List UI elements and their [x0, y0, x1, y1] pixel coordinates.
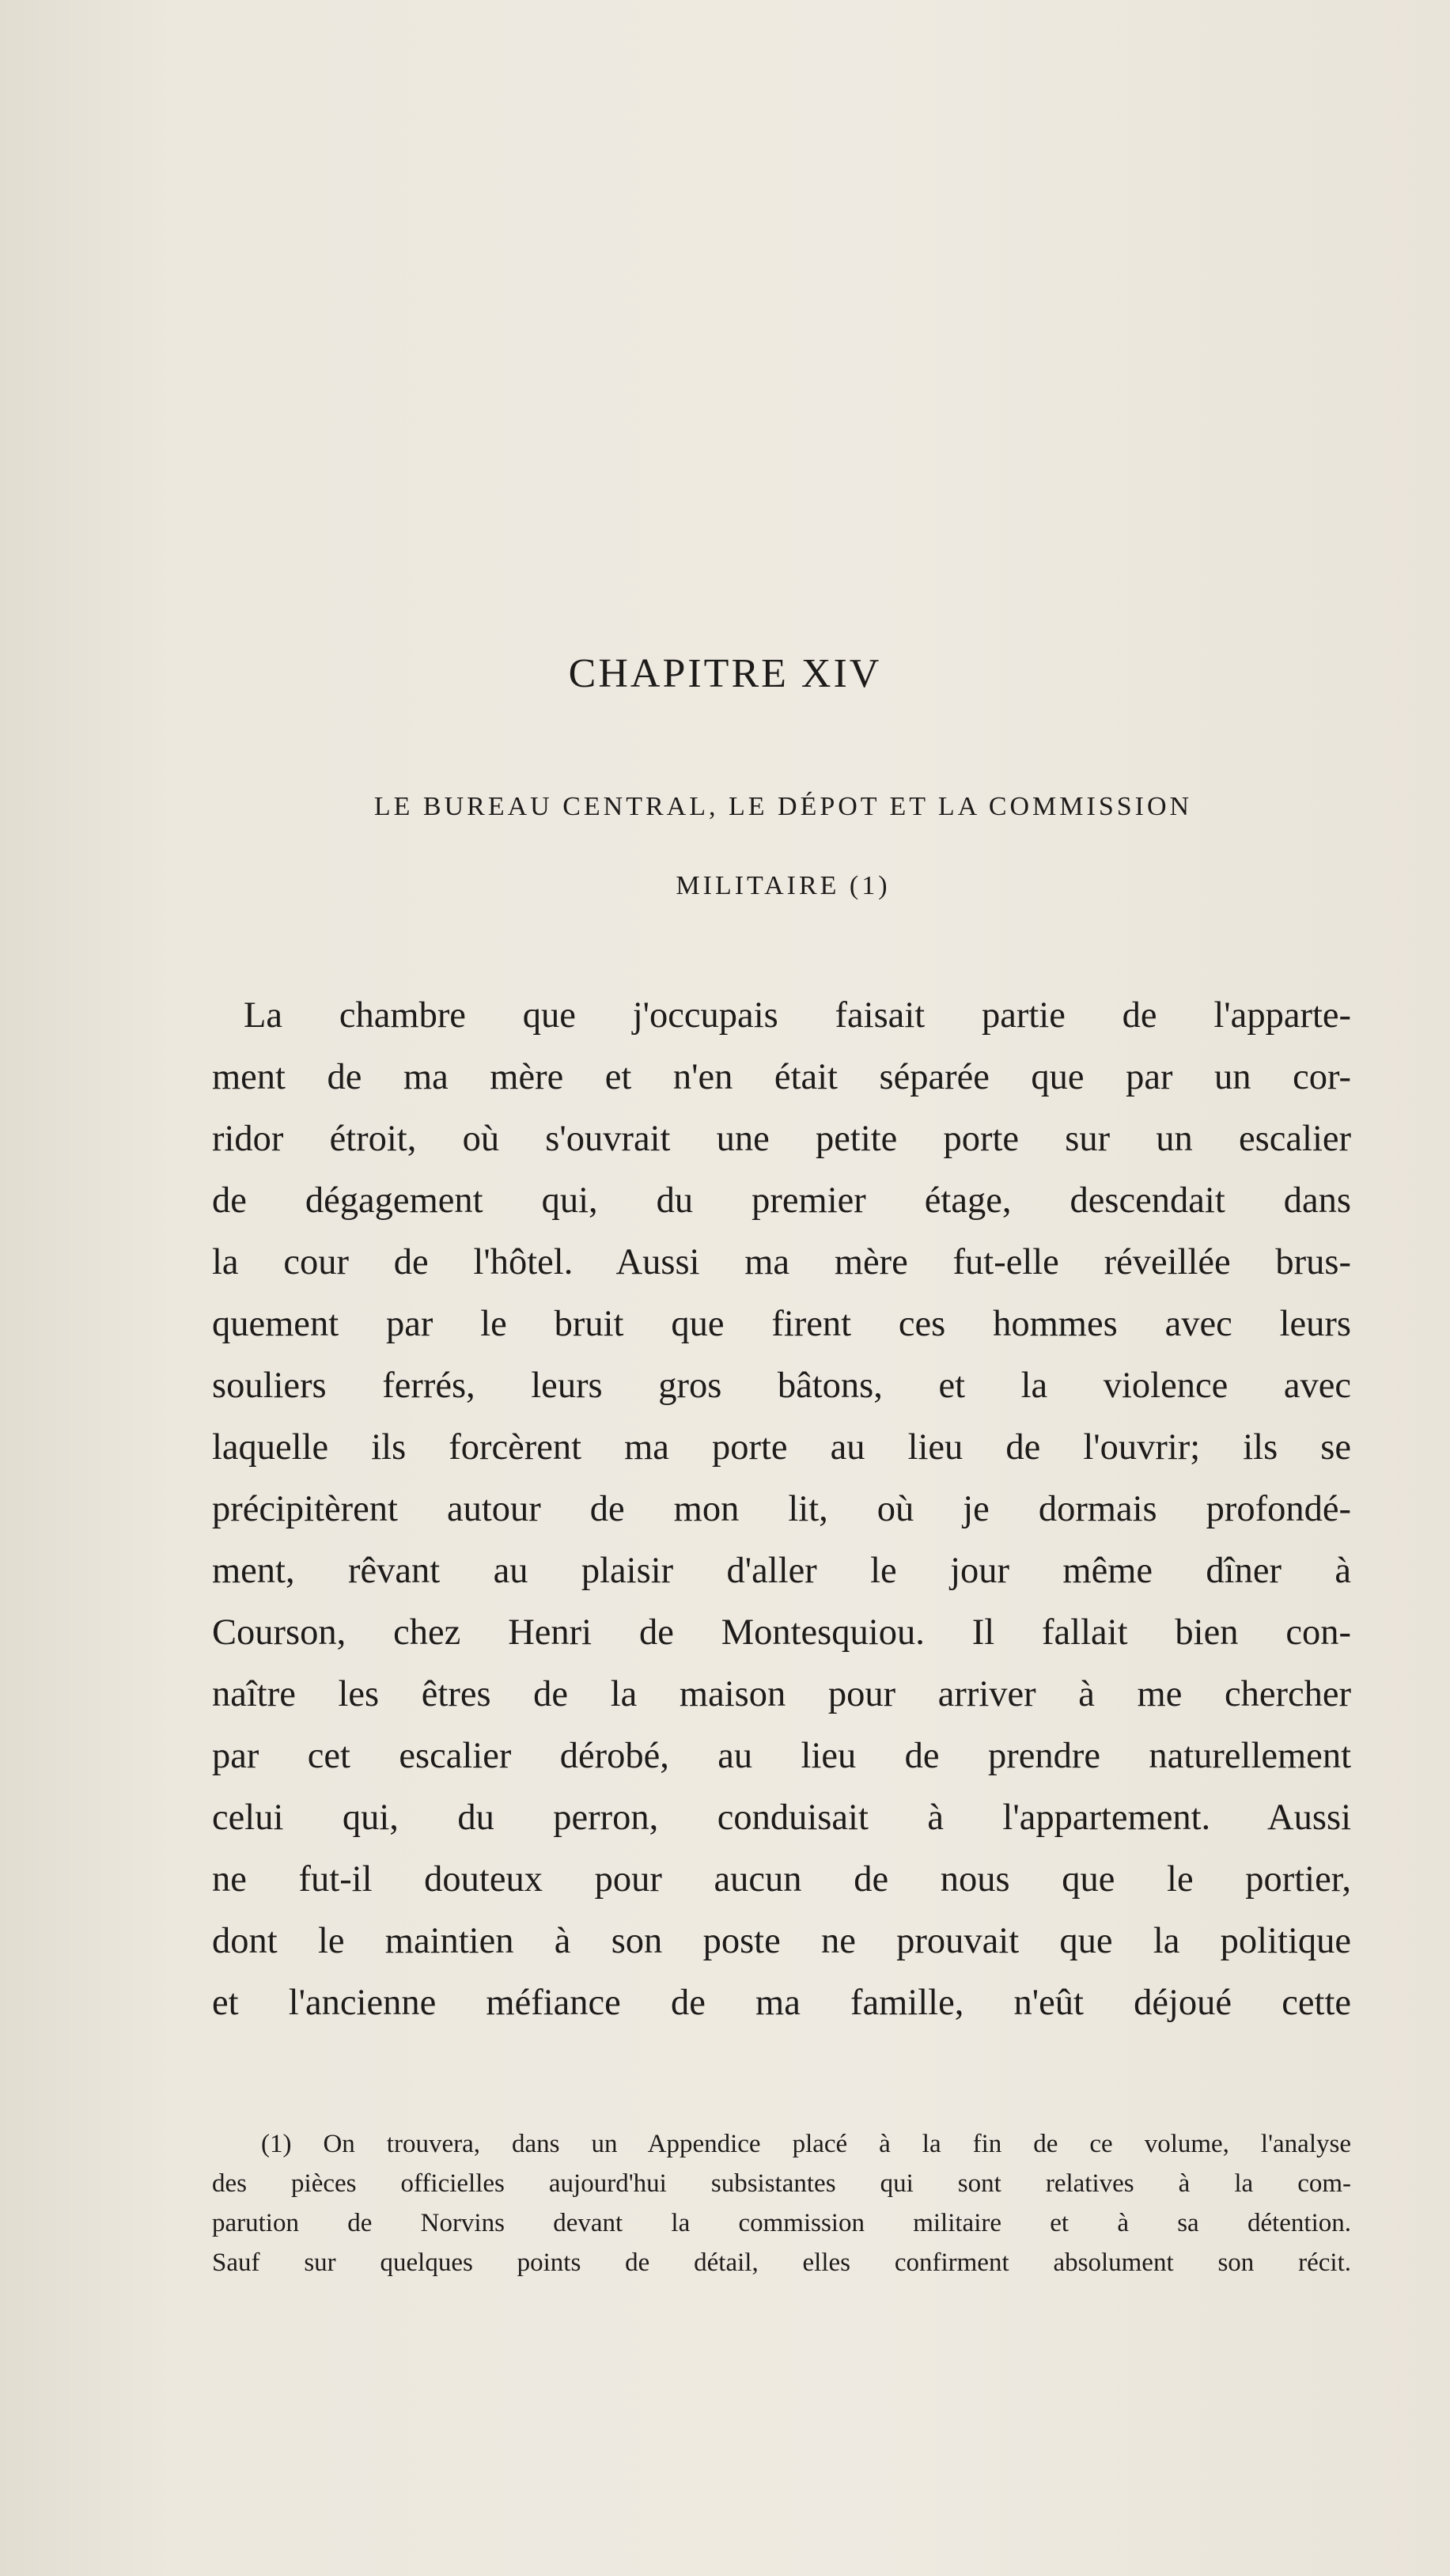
footnote [212, 2124, 1351, 2282]
body-line: quement par le bruit que firent ces hommes avec leurs [212, 1304, 1351, 1344]
body-line: celui qui, du perron, conduisait à l'appartement. Aussi [212, 1798, 1351, 1838]
body-line: ridor étroit, où s'ouvrait une petite porte sur un escalier [212, 1119, 1351, 1159]
footnote-line: Sauf sur quelques points de détail, elles confirment absolument son récit. [212, 2248, 1351, 2277]
body-line: et l'ancienne méfiance de ma famille, n'eût déjoué cette [212, 1983, 1351, 2023]
body-line: la cour de l'hôtel. Aussi ma mère fut-elle réveillée brus- [212, 1242, 1351, 1282]
footnote-line: (1) On trouvera, dans un Appendice placé à la fin de ce volume, l'analyse [261, 2130, 1351, 2158]
footnote-line: parution de Norvins devant la commission militaire et à sa détention. [212, 2209, 1351, 2237]
body-line: de dégagement qui, du premier étage, descendait dans [212, 1180, 1351, 1221]
body-line: ment de ma mère et n'en était séparée que par un cor- [212, 1057, 1351, 1097]
body-line: ment, rêvant au plaisir d'aller le jour même dîner à [212, 1551, 1351, 1591]
body-line: Courson, chez Henri de Montesquiou. Il fallait bien con- [212, 1612, 1351, 1653]
body-line: souliers ferrés, leurs gros bâtons, et la violence avec [212, 1366, 1351, 1406]
body-line: par cet escalier dérobé, au lieu de prendre naturellement [212, 1736, 1351, 1776]
chapter-subtitle [214, 767, 1353, 926]
body-line: ne fut-il douteux pour aucun de nous que le portier, [212, 1859, 1351, 1900]
body-paragraph [212, 985, 1351, 2034]
body-line: précipitèrent autour de mon lit, où je dormais profondé- [212, 1489, 1351, 1529]
body-line: dont le maintien à son poste ne prouvait que la politique [212, 1921, 1351, 1961]
subtitle-line-1: LE BUREAU CENTRAL, LE DÉPOT ET LA COMMISSION [373, 792, 1193, 821]
footnote-line: des pièces officielles aujourd'hui subsistantes qui sont relatives à la com- [212, 2169, 1351, 2198]
chapter-title: CHAPITRE XIV [568, 651, 882, 696]
body-line: naître les êtres de la maison pour arriver à me chercher [212, 1674, 1351, 1714]
body-line: laquelle ils forcèrent ma porte au lieu de l'ouvrir; ils se [212, 1427, 1351, 1468]
body-line: La chambre que j'occupais faisait partie de l'apparte- [244, 995, 1351, 1036]
subtitle-line-2: MILITAIRE (1) [676, 871, 891, 900]
